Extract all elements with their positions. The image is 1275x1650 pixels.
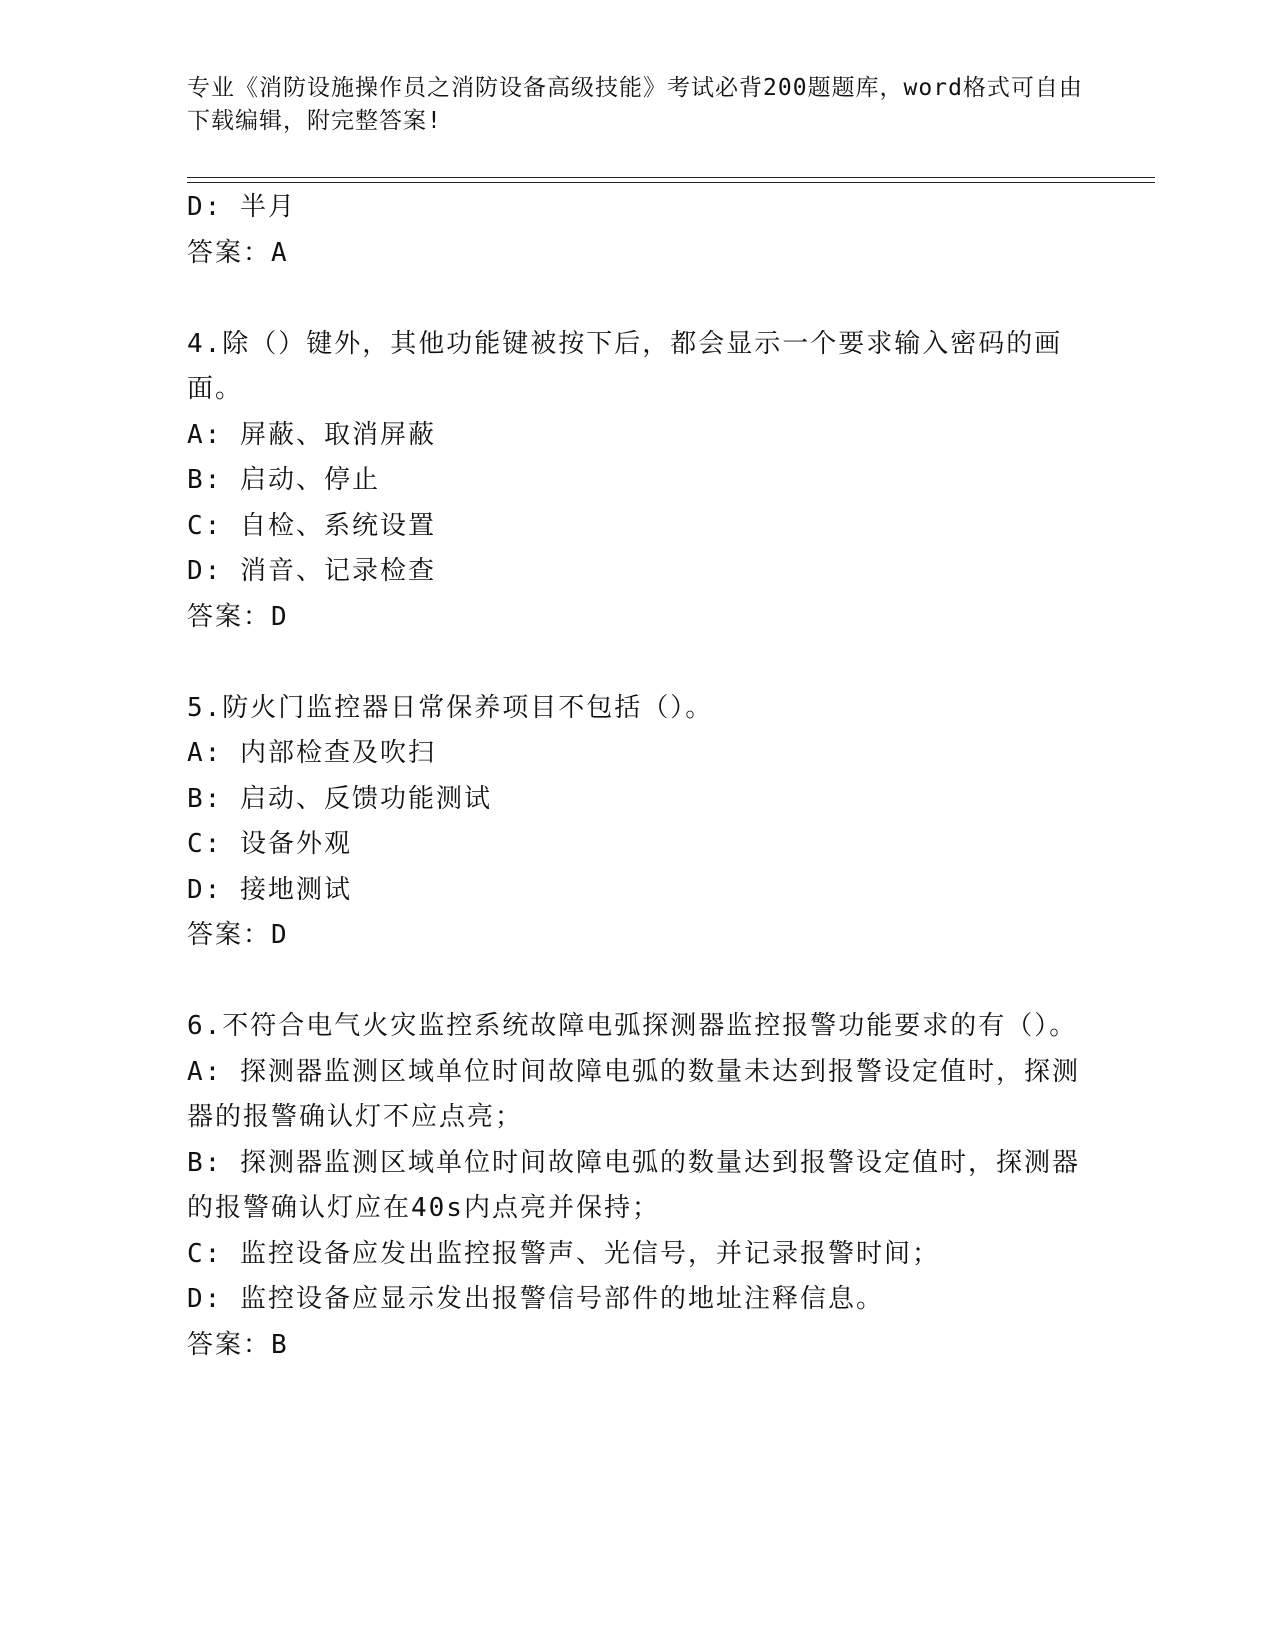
option-a: A: 屏蔽、取消屏蔽 xyxy=(187,419,436,450)
option-a: A: 探测器监测区域单位时间故障电弧的数量未达到报警设定值时，探测器的报警确认灯不应点亮； xyxy=(187,1056,1080,1132)
header-rule-top xyxy=(187,177,1155,178)
header-rule-bottom xyxy=(187,182,1155,183)
option-c: C: 自检、系统设置 xyxy=(187,510,436,541)
answer: 答案：B xyxy=(187,1329,289,1360)
option-d: D: 监控设备应显示发出报警信号部件的地址注释信息。 xyxy=(187,1284,884,1314)
option-c: C: 监控设备应发出监控报警声、光信号，并记录报警时间； xyxy=(187,1238,940,1269)
answer: 答案：A xyxy=(187,237,289,268)
option-d: D: 消音、记录检查 xyxy=(187,556,436,586)
question-6 xyxy=(187,1004,1087,1368)
question-stem: 5.防火门监控器日常保养项目不包括（）。 xyxy=(187,692,714,723)
question-5 xyxy=(187,686,1087,959)
option-d: D: 接地测试 xyxy=(187,874,352,905)
answer: 答案：D xyxy=(187,601,289,632)
option-c: C: 设备外观 xyxy=(187,829,352,859)
answer: 答案：D xyxy=(187,920,289,950)
option-d: D: 半月 xyxy=(187,192,296,222)
question-4 xyxy=(187,322,1087,641)
question-stem: 4.除（）键外，其他功能键被按下后，都会显示一个要求输入密码的画面。 xyxy=(187,328,1063,404)
option-b: B: 启动、停止 xyxy=(187,465,380,495)
option-b: B: 启动、反馈功能测试 xyxy=(187,783,492,814)
page-header: 专业《消防设施操作员之消防设备高级技能》考试必背200题题库，word格式可自由下载编辑，附完整答案! xyxy=(187,75,1083,134)
option-b: B: 探测器监测区域单位时间故障电弧的数量达到报警设定值时，探测器的报警确认灯应在40s内点亮并保持； xyxy=(187,1147,1080,1223)
option-a: A: 内部检查及吹扫 xyxy=(187,738,436,768)
carryover-question xyxy=(187,185,1087,276)
document-body xyxy=(187,185,1087,1368)
question-stem: 6.不符合电气火灾监控系统故障电弧探测器监控报警功能要求的有（）。 xyxy=(187,1011,1078,1041)
